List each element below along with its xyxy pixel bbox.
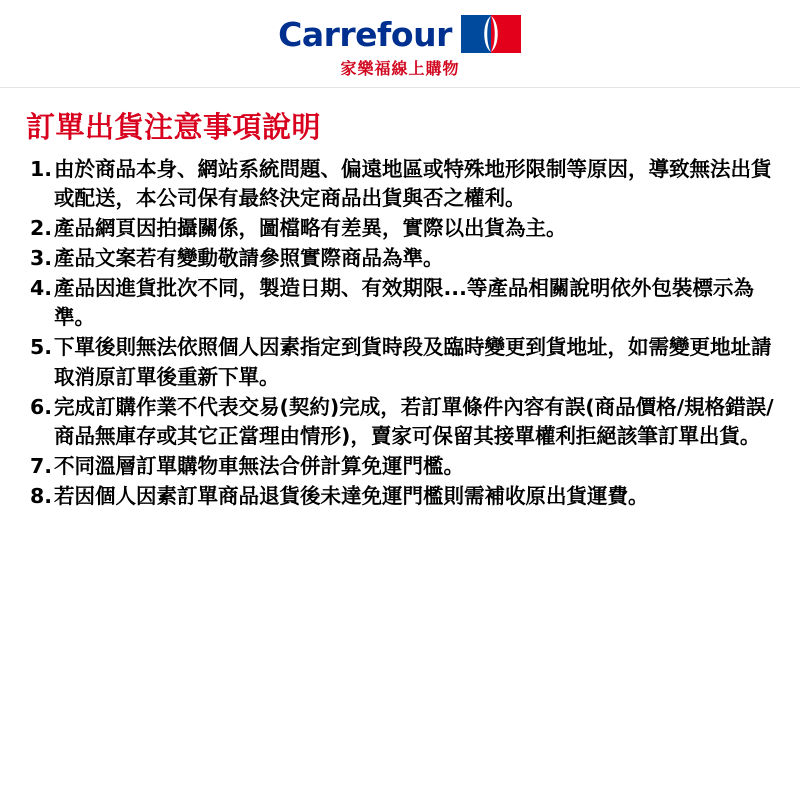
- brand-wordmark: Carrefour: [278, 14, 452, 54]
- carrefour-logo-icon: [460, 14, 522, 54]
- list-item-number: 8.: [29, 484, 52, 508]
- list-item: [26, 482, 774, 511]
- list-item-text: 若因個人因素訂單商品退貨後未達免運門檻則需補收原出貨運費。: [54, 484, 649, 508]
- list-item: [26, 452, 774, 481]
- list-item: [26, 393, 774, 451]
- brand-tagline: 家樂福線上購物: [340, 59, 460, 78]
- list-item-number: 5.: [29, 335, 52, 360]
- list-item-number: 2.: [29, 216, 52, 241]
- list-item-number: 1.: [29, 156, 52, 181]
- list-item-number: 7.: [29, 453, 52, 478]
- list-item-text: 由於商品本身、網站系統問題、偏遠地區或特殊地形限制等原因，導致無法出貨或配送，本公司保有最終決定商品出貨與否之權利。: [54, 156, 772, 210]
- list-item: [26, 274, 774, 332]
- list-item-text: 不同溫層訂單購物車無法合併計算免運門檻。: [54, 453, 464, 478]
- list-item-number: 4.: [29, 276, 52, 301]
- shipping-notes-list: [26, 155, 774, 511]
- list-item: [26, 333, 774, 391]
- document-content: [0, 88, 800, 632]
- brand-logo: [278, 14, 522, 54]
- bottom-whitespace: [26, 512, 774, 632]
- list-item-text: 下單後則無法依照個人因素指定到貨時段及臨時變更到貨地址，如需變更地址請取消原訂單後重新下單。: [54, 335, 772, 389]
- site-header: [0, 0, 800, 88]
- list-item-text: 產品因進貨批次不同，製造日期、有效期限...等產品相關說明依外包裝標示為準。: [54, 276, 754, 330]
- list-item-number: 6.: [29, 394, 52, 419]
- list-item-text: 產品網頁因拍攝關係，圖檔略有差異，實際以出貨為主。: [54, 216, 567, 241]
- list-item-number: 3.: [29, 246, 52, 271]
- list-item-text: 產品文案若有變動敬請參照實際商品為準。: [54, 246, 444, 271]
- list-item: [26, 214, 774, 243]
- list-item: [26, 155, 774, 213]
- page-title: 訂單出貨注意事項說明: [26, 110, 322, 144]
- list-item: [26, 244, 774, 273]
- list-item-text: 完成訂購作業不代表交易(契約)完成，若訂單條件內容有誤(商品價格/規格錯誤/商品無庫存或其它正當理由情形)，賣家可保留其接單權利拒絕該筆訂單出貨。: [54, 394, 774, 448]
